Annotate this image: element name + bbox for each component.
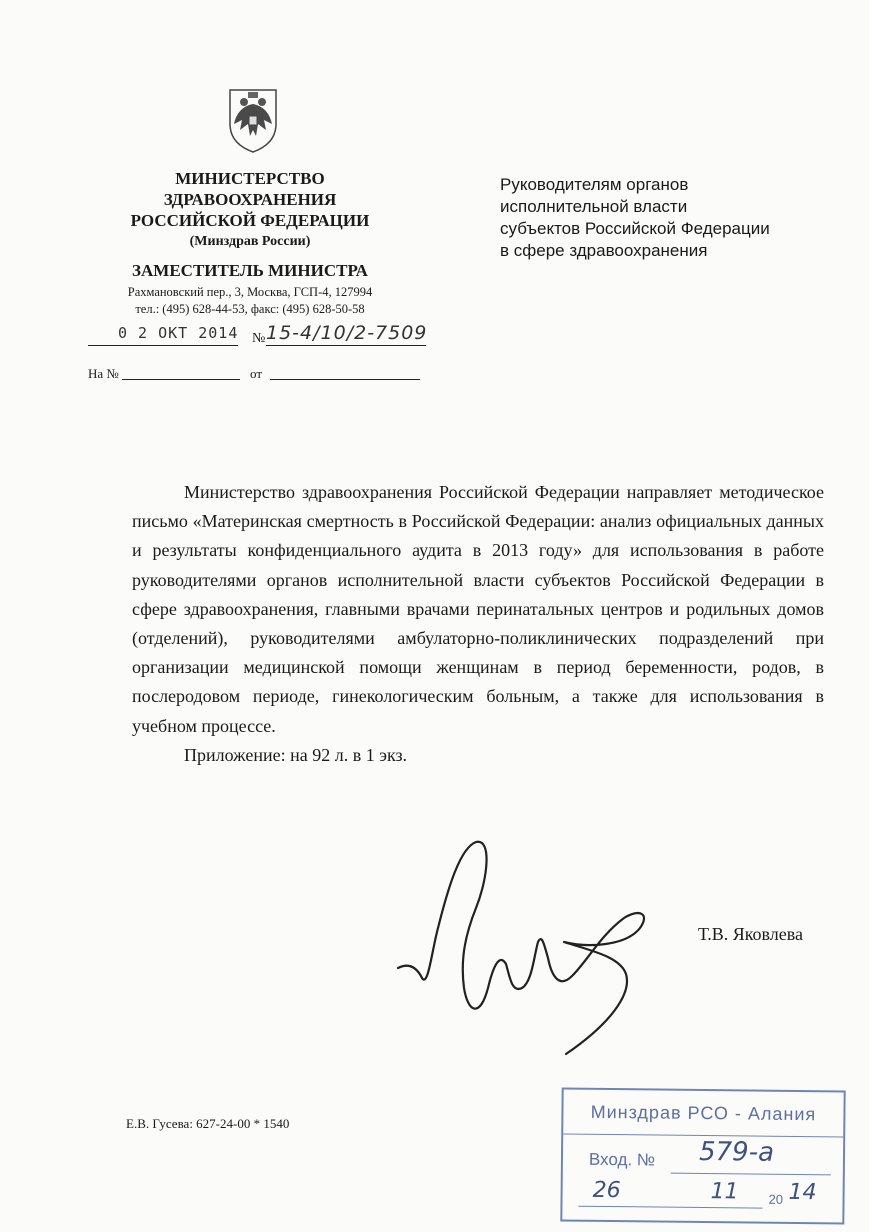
stamp-date-line — [578, 1206, 762, 1209]
address-line: Рахмановский пер., 3, Москва, ГСП-4, 127994 — [127, 285, 373, 299]
position-title: ЗАМЕСТИТЕЛЬ МИНИСТРА — [132, 261, 368, 280]
number-label: № — [252, 331, 266, 346]
date-stamp: 0 2 ОКТ 2014 — [118, 324, 239, 342]
stamp-year-prefix: 20 — [768, 1191, 784, 1207]
attachment-line: Приложение: на 92 л. в 1 экз. — [184, 744, 408, 765]
number-handwritten: 15-4/10/2-7509 — [266, 322, 428, 344]
signatory-name: Т.В. Яковлева — [698, 924, 804, 944]
addressee-line-4: в сфере здравоохранения — [500, 241, 708, 260]
addressee-block — [500, 174, 770, 262]
stamp-incoming-value: 579-а — [698, 1136, 775, 1168]
phones-line: тел.: (495) 628-44-53, факс: (495) 628-50-58 — [135, 302, 365, 316]
number-field-line — [266, 345, 426, 346]
executor-info: Е.В. Гусева: 627-24-00 * 1540 — [126, 1116, 290, 1131]
ref-date-line — [270, 379, 420, 380]
body-paragraph: Министерство здравоохранения Российской Федерации направляет методическое письмо «Материнская смертность в Российской Федерации: анализ официальных данных и результаты конфиденциального аудита в 2013 году» для использования в работе руководителями органов исполнительной власти субъектов Российской Федерации в сфере здравоохранения, главными врачами перинатальных центров и родильных домов (отделений), руководителями амбулаторно-поликлинических подразделений при организации медицинской помощи женщинам в период беременности, родов, в послеродовом периоде, гинекологическим больным, а также для использования в учебном процессе. — [132, 482, 824, 736]
ministry-line-3: РОССИЙСКОЙ ФЕДЕРАЦИИ — [130, 211, 370, 230]
ministry-short: (Минздрав России) — [189, 234, 311, 249]
stamp-year-suffix: 14 — [788, 1179, 817, 1206]
ministry-line-1: МИНИСТЕРСТВО — [175, 169, 325, 188]
addressee-line-3: субъектов Российской Федерации — [500, 219, 770, 238]
stamp-day: 26 — [592, 1177, 621, 1204]
stamp-month: 11 — [710, 1179, 739, 1205]
stamp-title: Минздрав РСО - Алания — [590, 1101, 817, 1125]
registration-stamp — [560, 1088, 845, 1225]
ministry-header — [70, 168, 430, 281]
addressee-line-1: Руководителям органов — [500, 175, 689, 194]
ministry-address — [80, 284, 420, 318]
coat-of-arms-emblem — [220, 84, 286, 154]
ref-number-line — [122, 379, 240, 380]
ref-label: На № — [88, 366, 119, 381]
addressee-line-2: исполнительной власти — [500, 197, 688, 216]
date-field-line — [88, 345, 238, 346]
handwritten-signature — [388, 838, 658, 1063]
stamp-incoming-label: Вход. № — [588, 1149, 656, 1170]
stamp-incoming-line — [671, 1173, 831, 1176]
ref-from-label: от — [250, 366, 263, 381]
ministry-line-2: ЗДРАВООХРАНЕНИЯ — [163, 190, 337, 209]
letter-body — [132, 478, 824, 770]
